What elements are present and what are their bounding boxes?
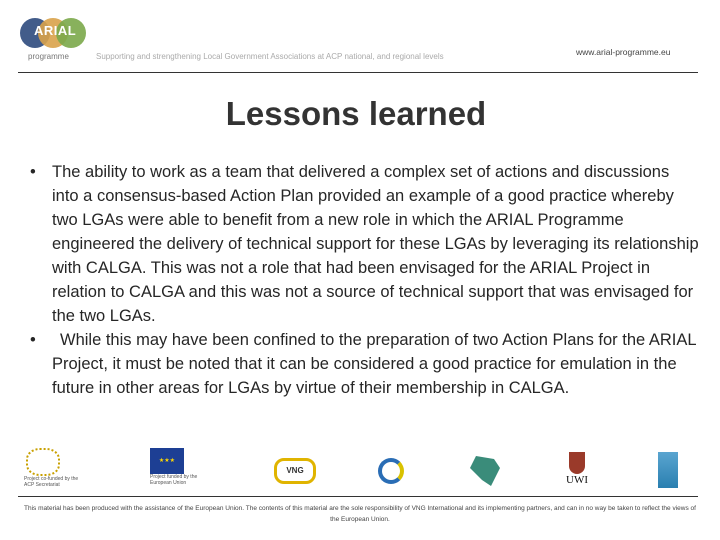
bullet-item	[30, 160, 700, 328]
africa-logo	[470, 456, 500, 486]
tagline: Supporting and strengthening Local Government Associations at ACP national, and regional levels	[96, 52, 444, 61]
bullet-item	[30, 328, 700, 400]
eu-logo: ★★★ Project funded by the European Union	[150, 448, 210, 486]
acp-logo: Project co-funded by the ACP Secretariat	[24, 448, 84, 488]
circular-logo	[378, 458, 404, 484]
logo-text: ARIAL	[34, 23, 77, 38]
bullet-icon: •	[30, 331, 36, 349]
footer-divider	[18, 496, 698, 497]
partner-logos	[22, 448, 692, 496]
arial-logo	[18, 16, 86, 64]
disclaimer: This material has been produced with the assistance of the European Union. The contents of this material are the sole responsibility of VNG International and its implementing partners, and can in no way be taken to reflect the views of the European Union.	[24, 505, 696, 523]
bullet-list	[30, 160, 700, 400]
slide-title: Lessons learned	[225, 95, 487, 132]
website-url: www.arial-programme.eu	[576, 47, 671, 57]
bullet-text: The ability to work as a team that delivered a complex set of actions and discussions into a consensus-based Action Plan provided an example of a good practice whereby two LGAs were able to benefit from a new role in which the ARIAL Programme engineered the delivery of technical support for these LGAs by leveraging its relationship with CALGA. This was not a role that had been envisaged for the ARIAL Project in relation to CALGA and this was not a source of technical support that was envisaged for the two LGAs.	[52, 163, 699, 325]
bullet-text: While this may have been confined to the preparation of two Action Plans for the ARIAL Project, it must be noted that it can be considered a good practice for emulation in the future in other areas for LGAs by virtue of their membership in CALGA.	[52, 331, 696, 397]
tsp-logo	[658, 452, 678, 488]
header-divider	[18, 72, 698, 73]
logo-subtitle: programme	[28, 52, 69, 61]
uwi-logo: UWI	[562, 452, 592, 486]
vng-logo: VNG	[274, 458, 316, 484]
bullet-icon: •	[30, 163, 36, 181]
